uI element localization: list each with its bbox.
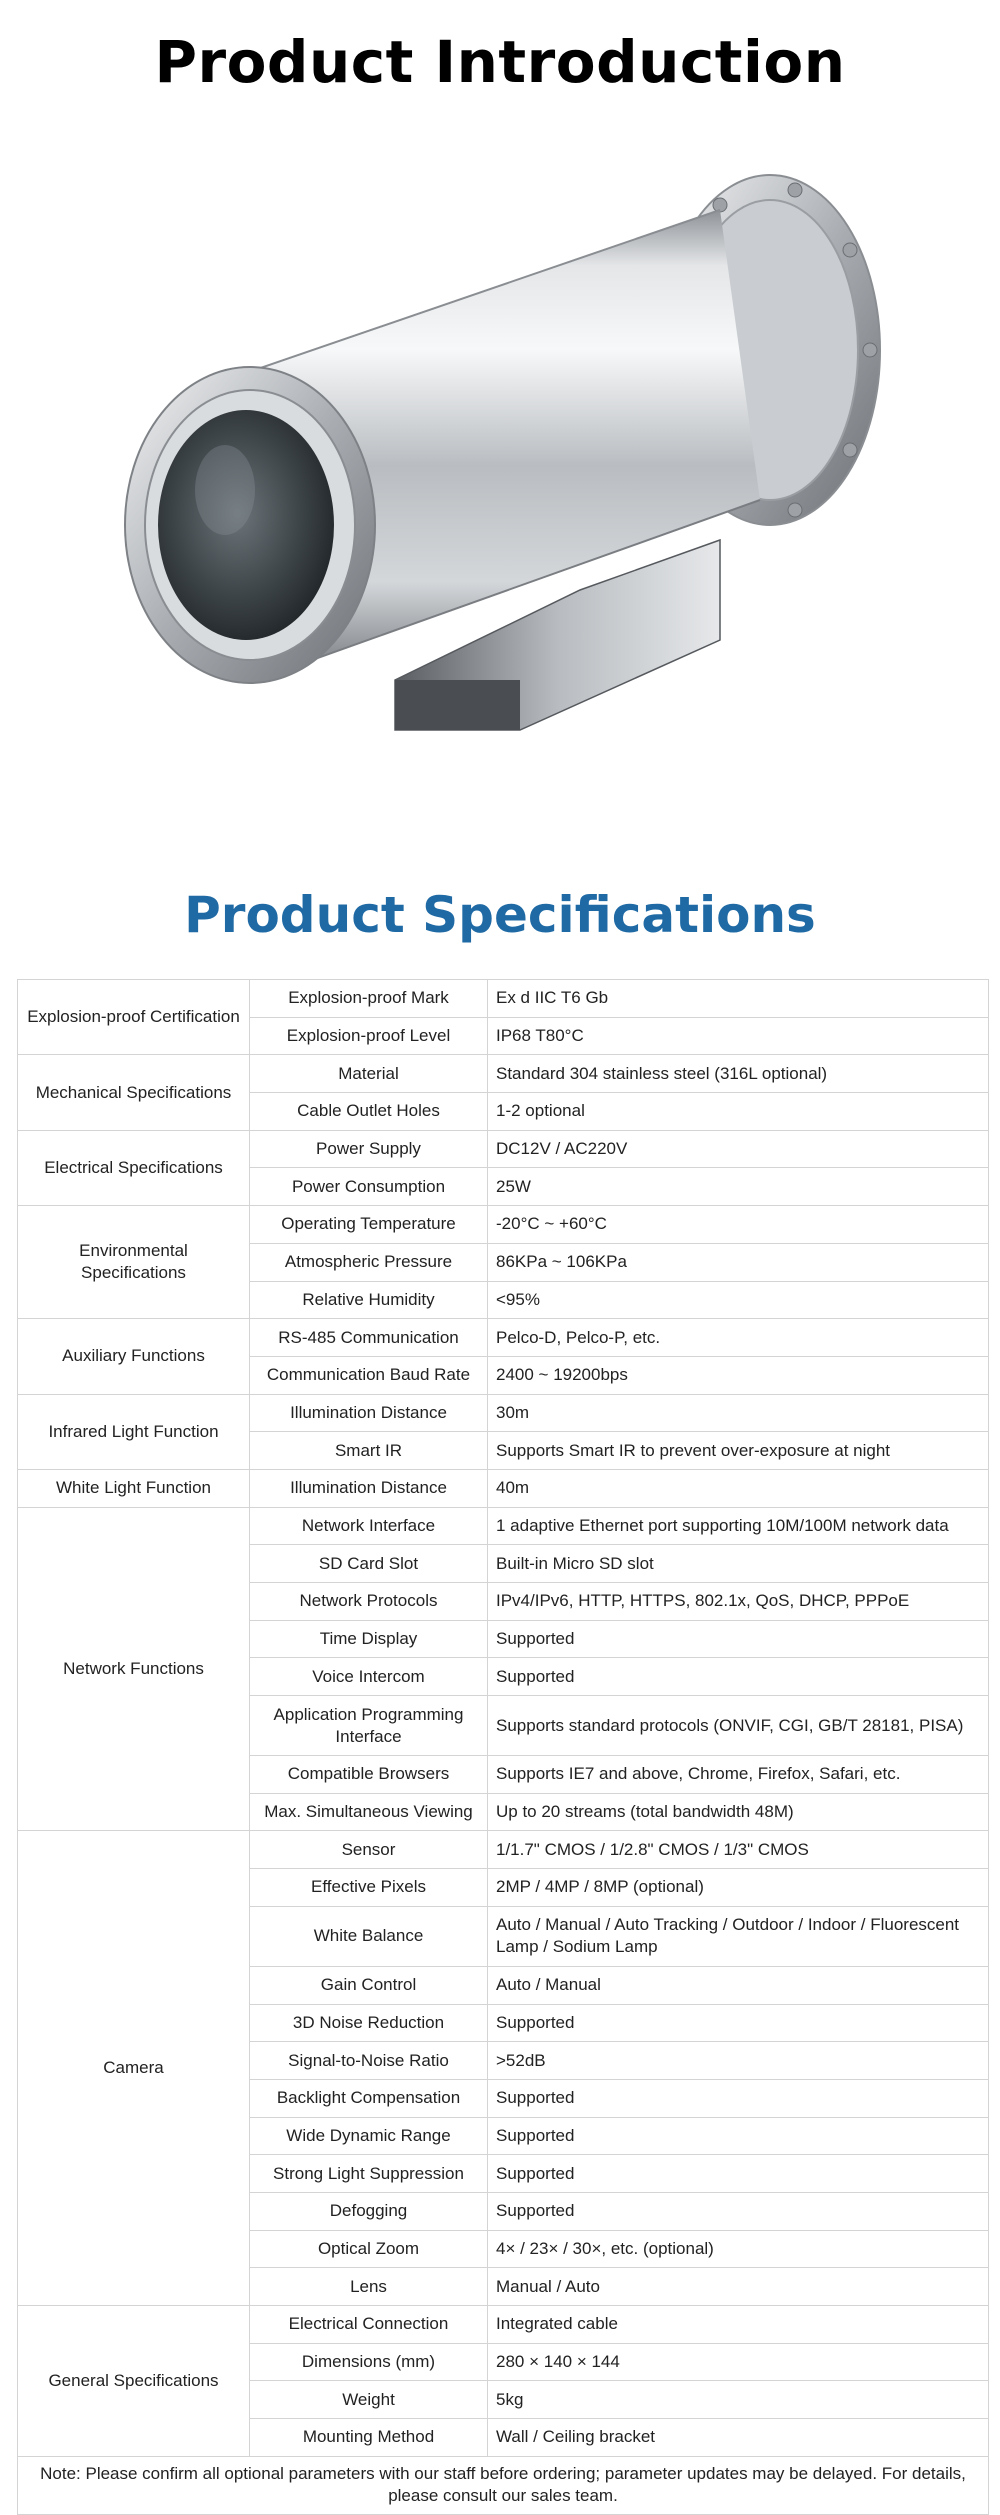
table-row — [18, 1319, 989, 1357]
parameter-cell: Illumination Distance — [250, 1394, 488, 1432]
note-text: Note: Please confirm all optional parameters with our staff before ordering; parameter updates may be delayed. For details, please consult our sales team. — [18, 2456, 989, 2514]
parameter-cell: Effective Pixels — [250, 1869, 488, 1907]
parameter-cell: Material — [250, 1055, 488, 1093]
parameter-cell: SD Card Slot — [250, 1545, 488, 1583]
parameter-cell: Network Protocols — [250, 1583, 488, 1621]
category-cell: General Specifications — [18, 2306, 250, 2457]
parameter-cell: Dimensions (mm) — [250, 2343, 488, 2381]
parameter-cell: Mounting Method — [250, 2419, 488, 2457]
value-cell: -20°C ~ +60°C — [488, 1206, 989, 1244]
value-cell: Integrated cable — [488, 2306, 989, 2344]
parameter-cell: Power Consumption — [250, 1168, 488, 1206]
value-cell: Ex d IIC T6 Gb — [488, 980, 989, 1018]
table-row — [18, 1130, 989, 1168]
parameter-cell: RS-485 Communication — [250, 1319, 488, 1357]
category-cell: Electrical Specifications — [18, 1130, 250, 1205]
category-cell: Mechanical Specifications — [18, 1055, 250, 1130]
parameter-cell: Atmospheric Pressure — [250, 1243, 488, 1281]
value-cell: Pelco-D, Pelco-P, etc. — [488, 1319, 989, 1357]
value-cell: Built-in Micro SD slot — [488, 1545, 989, 1583]
value-cell: 40m — [488, 1469, 989, 1507]
value-cell: Supports standard protocols (ONVIF, CGI, GB/T 28181, PISA) — [488, 1696, 989, 1756]
category-cell: Network Functions — [18, 1507, 250, 1831]
value-cell: Supported — [488, 2192, 989, 2230]
parameter-cell: White Balance — [250, 1906, 488, 1966]
category-cell: Environmental Specifications — [18, 1206, 250, 1319]
value-cell: 1 adaptive Ethernet port supporting 10M/100M network data — [488, 1507, 989, 1545]
parameter-cell: Relative Humidity — [250, 1281, 488, 1319]
parameter-cell: Voice Intercom — [250, 1658, 488, 1696]
parameter-cell: Communication Baud Rate — [250, 1356, 488, 1394]
parameter-cell: Backlight Compensation — [250, 2079, 488, 2117]
category-cell: Auxiliary Functions — [18, 1319, 250, 1394]
value-cell: Wall / Ceiling bracket — [488, 2419, 989, 2457]
product-photo — [0, 120, 1000, 850]
value-cell: IPv4/IPv6, HTTP, HTTPS, 802.1x, QoS, DHCP, PPPoE — [488, 1583, 989, 1621]
value-cell: 25W — [488, 1168, 989, 1206]
value-cell: Supported — [488, 1620, 989, 1658]
parameter-cell: Electrical Connection — [250, 2306, 488, 2344]
value-cell: Supported — [488, 2117, 989, 2155]
parameter-cell: Explosion-proof Mark — [250, 980, 488, 1018]
parameter-cell: Application Programming Interface — [250, 1696, 488, 1756]
value-cell: Manual / Auto — [488, 2268, 989, 2306]
value-cell: IP68 T80°C — [488, 1017, 989, 1055]
parameter-cell: Gain Control — [250, 1966, 488, 2004]
note-row — [18, 2456, 989, 2514]
value-cell: <95% — [488, 1281, 989, 1319]
table-row — [18, 1055, 989, 1093]
value-cell: 1-2 optional — [488, 1093, 989, 1131]
value-cell: Auto / Manual — [488, 1966, 989, 2004]
section-title: Product Specifications — [184, 886, 816, 944]
table-row — [18, 1394, 989, 1432]
value-cell: DC12V / AC220V — [488, 1130, 989, 1168]
parameter-cell: Sensor — [250, 1831, 488, 1869]
value-cell: 2400 ~ 19200bps — [488, 1356, 989, 1394]
value-cell: Supports IE7 and above, Chrome, Firefox, Safari, etc. — [488, 1756, 989, 1794]
value-cell: Standard 304 stainless steel (316L optional) — [488, 1055, 989, 1093]
parameter-cell: Network Interface — [250, 1507, 488, 1545]
parameter-cell: Max. Simultaneous Viewing — [250, 1793, 488, 1831]
parameter-cell: Illumination Distance — [250, 1469, 488, 1507]
parameter-cell: Optical Zoom — [250, 2230, 488, 2268]
parameter-cell: Cable Outlet Holes — [250, 1093, 488, 1131]
value-cell: 4× / 23× / 30×, etc. (optional) — [488, 2230, 989, 2268]
value-cell: >52dB — [488, 2042, 989, 2080]
parameter-cell: Signal-to-Noise Ratio — [250, 2042, 488, 2080]
category-cell: Camera — [18, 1831, 250, 2306]
table-row — [18, 1831, 989, 1869]
value-cell: Supported — [488, 2155, 989, 2193]
value-cell: Supported — [488, 2079, 989, 2117]
value-cell: 5kg — [488, 2381, 989, 2419]
category-cell: White Light Function — [18, 1469, 250, 1507]
parameter-cell: Defogging — [250, 2192, 488, 2230]
table-row — [18, 1507, 989, 1545]
page-title: Product Introduction — [154, 28, 846, 96]
value-cell: 86KPa ~ 106KPa — [488, 1243, 989, 1281]
parameter-cell: Strong Light Suppression — [250, 2155, 488, 2193]
parameter-cell: Lens — [250, 2268, 488, 2306]
category-cell: Explosion-proof Certification — [18, 980, 250, 1055]
value-cell: 280 × 140 × 144 — [488, 2343, 989, 2381]
table-row — [18, 2306, 989, 2344]
parameter-cell: Smart IR — [250, 1432, 488, 1470]
value-cell: Supported — [488, 1658, 989, 1696]
parameter-cell: Compatible Browsers — [250, 1756, 488, 1794]
parameter-cell: Weight — [250, 2381, 488, 2419]
value-cell: Supports Smart IR to prevent over-exposure at night — [488, 1432, 989, 1470]
value-cell: 2MP / 4MP / 8MP (optional) — [488, 1869, 989, 1907]
table-row — [18, 1206, 989, 1244]
value-cell: 1/1.7" CMOS / 1/2.8" CMOS / 1/3" CMOS — [488, 1831, 989, 1869]
parameter-cell: Wide Dynamic Range — [250, 2117, 488, 2155]
table-row — [18, 980, 989, 1018]
parameter-cell: Operating Temperature — [250, 1206, 488, 1244]
table-row — [18, 1469, 989, 1507]
value-cell: 30m — [488, 1394, 989, 1432]
spec-table — [17, 979, 989, 2515]
category-cell: Infrared Light Function — [18, 1394, 250, 1469]
parameter-cell: Time Display — [250, 1620, 488, 1658]
value-cell: Auto / Manual / Auto Tracking / Outdoor / Indoor / Fluorescent Lamp / Sodium Lamp — [488, 1906, 989, 1966]
parameter-cell: Explosion-proof Level — [250, 1017, 488, 1055]
parameter-cell: Power Supply — [250, 1130, 488, 1168]
value-cell: Up to 20 streams (total bandwidth 48M) — [488, 1793, 989, 1831]
parameter-cell: 3D Noise Reduction — [250, 2004, 488, 2042]
value-cell: Supported — [488, 2004, 989, 2042]
